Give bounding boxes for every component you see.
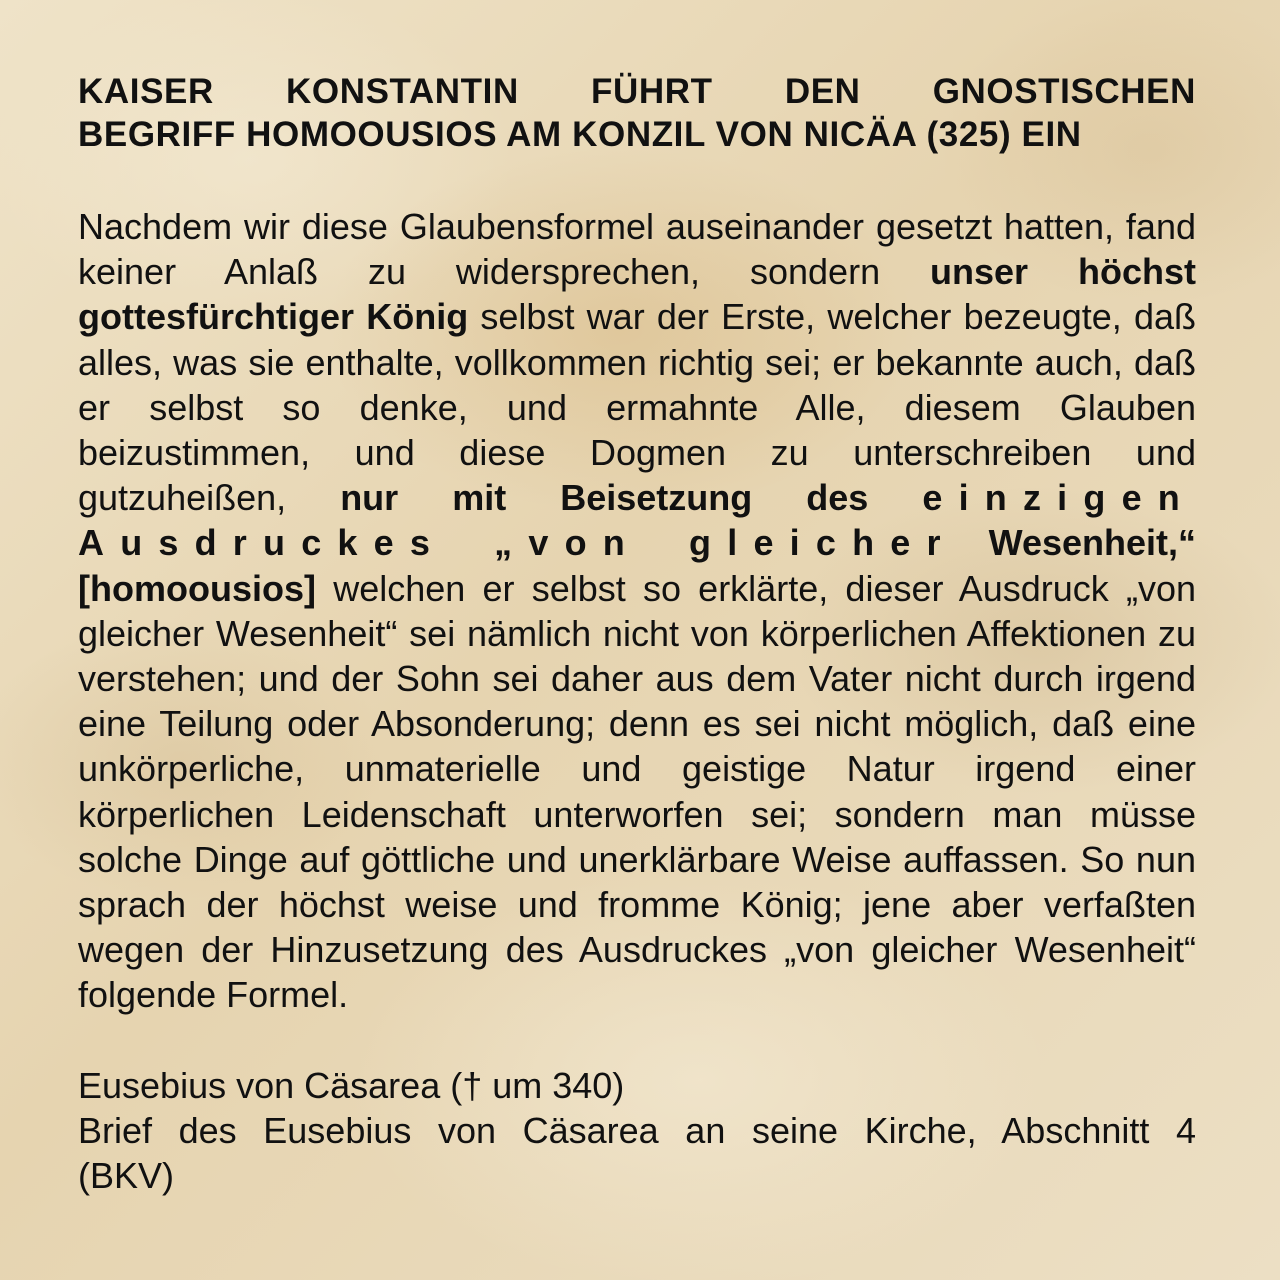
document-page	[78, 70, 1196, 1198]
source-author: Eusebius von Cäsarea († um 340)	[78, 1064, 625, 1106]
source-work-line-1: Brief des Eusebius von Cäsarea an seine Kirche, Abschnitt 4	[78, 1109, 1196, 1151]
page-title	[78, 70, 1196, 156]
quote-text-part-2: selbst war der Erste, welcher bezeugte, daß alles, was sie enthalte, vollkommen richtig sei; er bekannte auch, daß er selbst so denke, und ermahnte Alle, diesem Glauben beizustimmen, und diese Dogmen zu unterschreiben und gutzuheißen,	[78, 296, 1197, 519]
quote-bold-part-1: unser höchst gottesfürchtiger König	[78, 251, 1197, 338]
title-line-1: KAISER KONSTANTIN FÜHRT DEN GNOSTISCHEN	[78, 72, 1196, 111]
quote-bold-spaced: einzigen Ausdruckes „von gleicher	[78, 477, 1196, 564]
source-work-line-2: (BKV)	[78, 1155, 175, 1197]
title-line-2: BEGRIFF HOMOOUSIOS AM KONZIL VON NICÄA (325) EIN	[78, 115, 1082, 154]
quote-text-part-1: Nachdem wir diese Glaubensformel auseinander gesetzt hatten, fand keiner Anlaß zu widersprechen, sondern	[78, 206, 1196, 293]
quote-bold-part-2: nur mit Beisetzung des	[340, 477, 869, 519]
source-citation	[78, 1063, 1196, 1199]
quote-body	[78, 204, 1196, 1018]
quote-bold-part-3: Wesenheit,“ [homoousios]	[78, 522, 1196, 609]
quote-text-part-3: welchen er selbst so erklärte, dieser Ausdruck „von gleicher Wesenheit“ sei nämlich nicht von körperlichen Affektionen zu verstehen; und der Sohn sei daher aus dem Vater nicht durch irgend eine Teilung oder Absonderung; denn es sei nicht möglich, daß eine unkörperliche, unmaterielle und geistige Natur irgend einer körperlichen Leidenschaft unterworfen sei; sondern man müsse solche Dinge auf göttliche und unerklärbare Weise auffassen. So nun sprach der höchst weise und fromme König; jene aber verfaßten wegen der Hinzusetzung des Ausdruckes „von gleicher Wesenheit“ folgende Formel.	[78, 567, 1196, 1016]
